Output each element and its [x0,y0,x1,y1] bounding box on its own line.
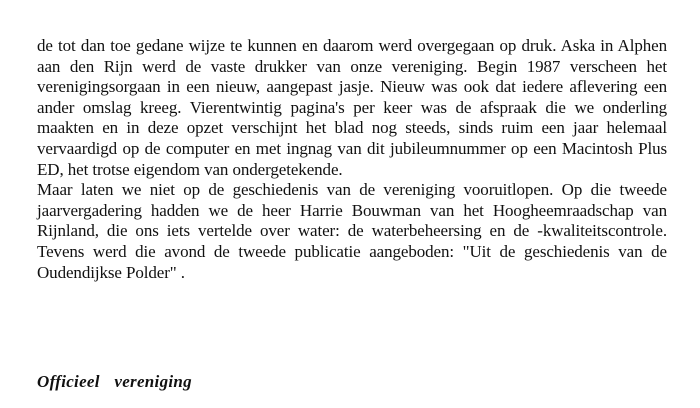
paragraph-2: Maar laten we niet op de geschiedenis van de vereniging vooruitlopen. Op die tweede jaarvergadering hadden we de heer Harrie Bouwman van het Hoogheemraadschap van Rijnland, die ons iets vertelde over water: de waterbeheersing en de -kwaliteitscontrole. Tevens werd die avond de tweede publicatie aangeboden: "Uit de geschiedenis van de Oudendijkse Polder" . [37,180,667,282]
body-text [37,36,667,283]
paragraph-1: de tot dan toe gedane wijze te kunnen en daarom werd overgegaan op druk. Aska in Alphen aan den Rijn werd de vaste drukker van onze vereniging. Begin 1987 verscheen het verenigingsorgaan in een nieuw, aangepast jasje. Nieuw was ook dat iedere aflevering een ander omslag kreeg. Vierentwintig pagina's per keer was de afspraak die we onderling maakten en in deze opzet verschijnt het blad nog steeds, sinds ruim een jaar helemaal vervaardigd op de computer en met ingnag van dit jubileumnummer op een Macintosh Plus ED, het trotse eigendom van ondergetekende. [37,36,667,179]
section-heading: Officieel vereniging [37,372,192,391]
